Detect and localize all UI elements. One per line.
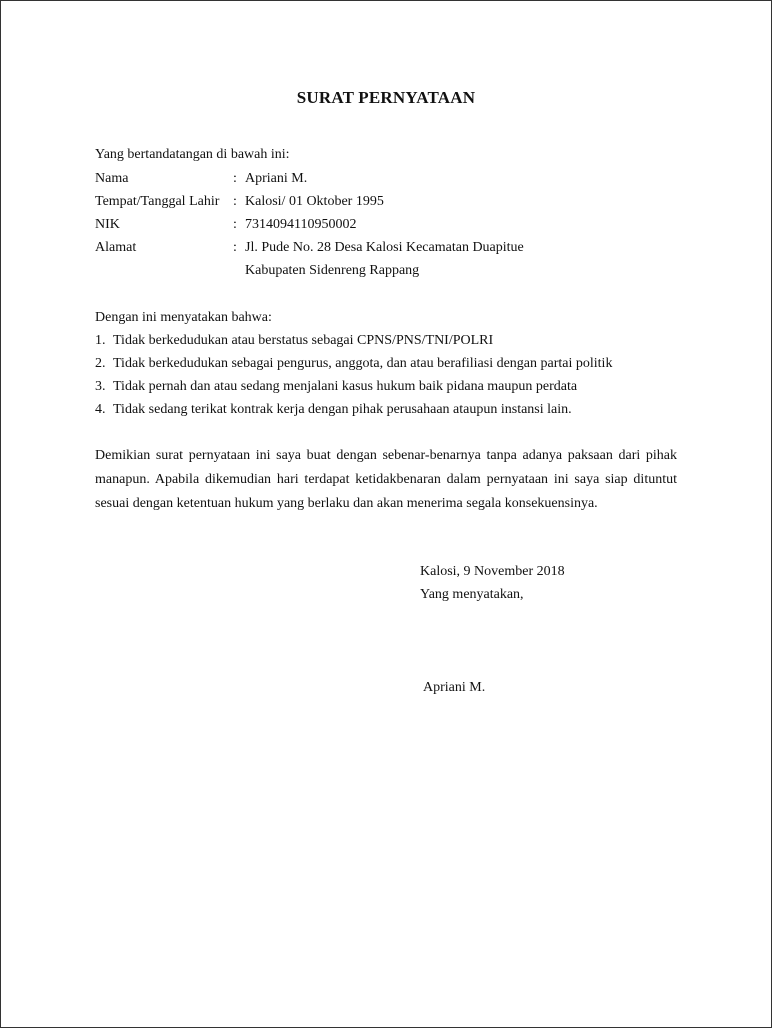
statement-number: 1. (95, 333, 106, 348)
identity-colon: : (233, 240, 237, 255)
identity-value: Jl. Pude No. 28 Desa Kalosi Kecamatan Duapitue (245, 240, 524, 255)
intro-line: Yang bertandatangan di bawah ini: (95, 147, 290, 162)
signature-label: Yang menyatakan, (420, 587, 524, 602)
signature-name: Apriani M. (423, 680, 486, 695)
identity-value: Apriani M. (245, 171, 308, 186)
statement-text: Tidak berkedudukan atau berstatus sebagai CPNS/PNS/TNI/POLRI (113, 333, 494, 348)
statement-number: 4. (95, 402, 106, 417)
statement-text: Tidak pernah dan atau sedang menjalani kasus hukum baik pidana maupun perdata (113, 379, 578, 394)
document-title: SURAT PERNYATAAN (296, 88, 476, 107)
identity-colon: : (233, 217, 237, 232)
closing-paragraph: Demikian surat pernyataan ini saya buat dengan sebenar-benarnya tanpa adanya paksaan dari pihak manapun. Apabila dikemudian hari terdapat ketidakbenaran dalam pernyataan ini saya siap dituntut sesuai dengan ketentuan hukum yang berlaku dan akan menerima segala konsekuensinya. (95, 448, 677, 511)
signature-place-date: Kalosi, 9 November 2018 (420, 564, 565, 579)
identity-value: Kabupaten Sidenreng Rappang (245, 263, 420, 278)
identity-label: NIK (95, 217, 120, 232)
identity-label: Alamat (95, 240, 137, 255)
identity-value: Kalosi/ 01 Oktober 1995 (245, 194, 384, 209)
statement-number: 3. (95, 379, 106, 394)
statement-text: Tidak berkedudukan sebagai pengurus, anggota, dan atau berafiliasi dengan partai politik (113, 356, 613, 371)
identity-label: Tempat/Tanggal Lahir (95, 194, 220, 209)
statement-text: Tidak sedang terikat kontrak kerja dengan pihak perusahaan ataupun instansi lain. (113, 402, 572, 417)
identity-colon: : (233, 171, 237, 186)
identity-colon: : (233, 194, 237, 209)
identity-value: 7314094110950002 (245, 217, 357, 232)
statement-number: 2. (95, 356, 106, 371)
identity-label: Nama (95, 171, 129, 186)
statement-intro: Dengan ini menyatakan bahwa: (95, 310, 272, 325)
